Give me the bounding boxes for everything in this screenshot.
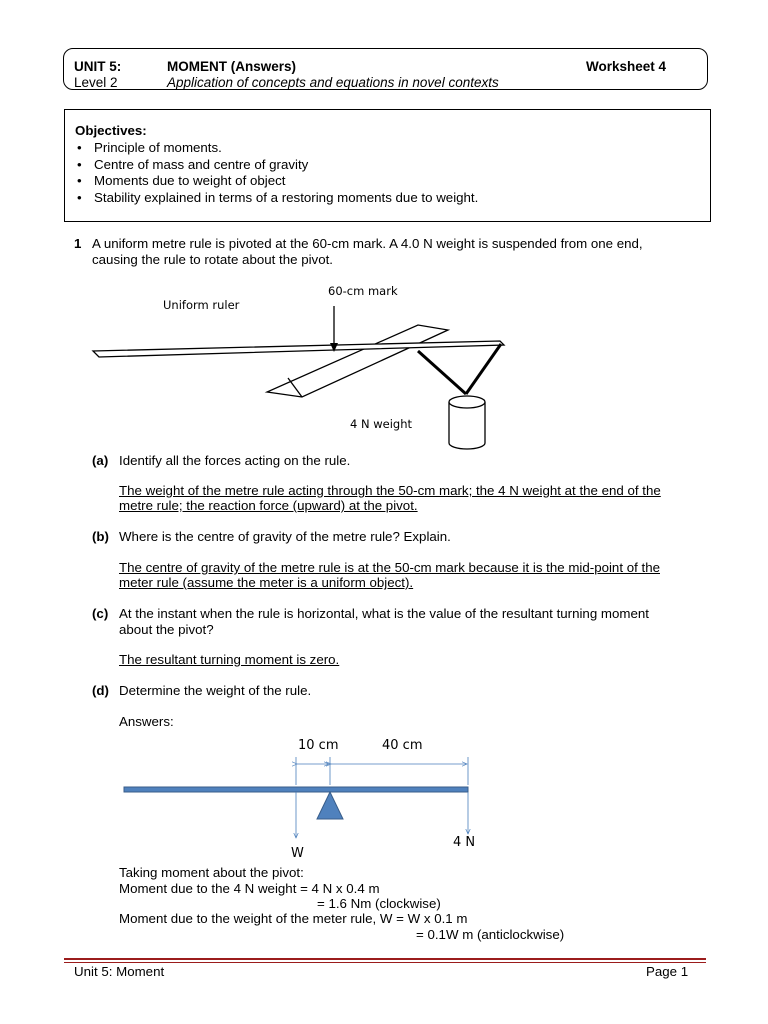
objective-item: • Moments due to weight of object	[75, 173, 478, 190]
page-title: MOMENT (Answers)	[167, 59, 297, 74]
label-40cm: 40 cm	[382, 738, 423, 753]
label-10cm: 10 cm	[298, 738, 339, 753]
objective-item: • Centre of mass and centre of gravity	[75, 157, 478, 174]
footer-left: Unit 5: Moment	[74, 964, 165, 979]
working-line: = 1.6 Nm (clockwise)	[317, 896, 441, 911]
footer-rule-thick	[64, 958, 706, 960]
part-a-answer-line1: The weight of the metre rule acting through the 50-cm mark; the 4 N weight at the end of the	[119, 483, 661, 498]
level-label: Level 2	[74, 75, 118, 90]
worksheet-label: Worksheet 4	[586, 59, 667, 74]
question-text-line2: causing the rule to rotate about the pivot.	[92, 252, 333, 267]
label-60cm-mark: 60-cm mark	[328, 284, 398, 298]
part-a-label: (a)	[92, 453, 109, 468]
label-w: W	[291, 846, 304, 861]
pivot-triangle	[317, 792, 343, 819]
part-a-answer-line2: metre rule; the reaction force (upward) at the pivot.	[119, 498, 418, 513]
part-c-label: (c)	[92, 606, 109, 621]
part-c-question-line1: At the instant when the rule is horizontal, what is the value of the resultant turning moment	[119, 606, 649, 621]
objective-item: • Stability explained in terms of a restoring moments due to weight.	[75, 190, 478, 207]
footer-rule-thin	[64, 962, 706, 963]
part-b-answer-line2: meter rule (assume the meter is a uniform object).	[119, 575, 414, 590]
part-b-answer-line1: The centre of gravity of the metre rule is at the 50-cm mark because it is the mid-point of the	[119, 560, 660, 575]
working-line: Taking moment about the pivot:	[119, 865, 304, 880]
part-b-question: Where is the centre of gravity of the metre rule? Explain.	[119, 529, 451, 544]
working-line: = 0.1W m (anticlockwise)	[416, 927, 565, 942]
part-a-question: Identify all the forces acting on the rule.	[119, 453, 351, 468]
label-4n-weight: 4 N weight	[350, 417, 413, 431]
part-c-answer: The resultant turning moment is zero.	[119, 652, 340, 667]
objectives-title: Objectives:	[75, 123, 147, 138]
label-4n: 4 N	[453, 835, 476, 850]
question-number: 1	[74, 236, 82, 251]
part-d-label: (d)	[92, 683, 109, 698]
label-uniform-ruler: Uniform ruler	[163, 298, 240, 312]
working-line: Moment due to the 4 N weight = 4 N x 0.4 m	[119, 881, 380, 896]
footer-page-number: Page 1	[646, 964, 689, 979]
part-b-label: (b)	[92, 529, 109, 544]
extension-lines	[296, 757, 468, 785]
unit-label: UNIT 5:	[74, 59, 122, 74]
question-text-line1: A uniform metre rule is pivoted at the 60-cm mark. A 4.0 N weight is suspended from one end,	[92, 236, 643, 251]
page-subtitle: Application of concepts and equations in novel contexts	[167, 75, 499, 90]
part-d-question: Determine the weight of the rule.	[119, 683, 312, 698]
answers-label: Answers:	[119, 714, 174, 729]
part-c-question-line2: about the pivot?	[119, 622, 214, 637]
beam	[124, 787, 468, 792]
working-line: Moment due to the weight of the meter rule, W = W x 0.1 m	[119, 911, 468, 926]
objective-item: • Principle of moments.	[75, 140, 478, 157]
